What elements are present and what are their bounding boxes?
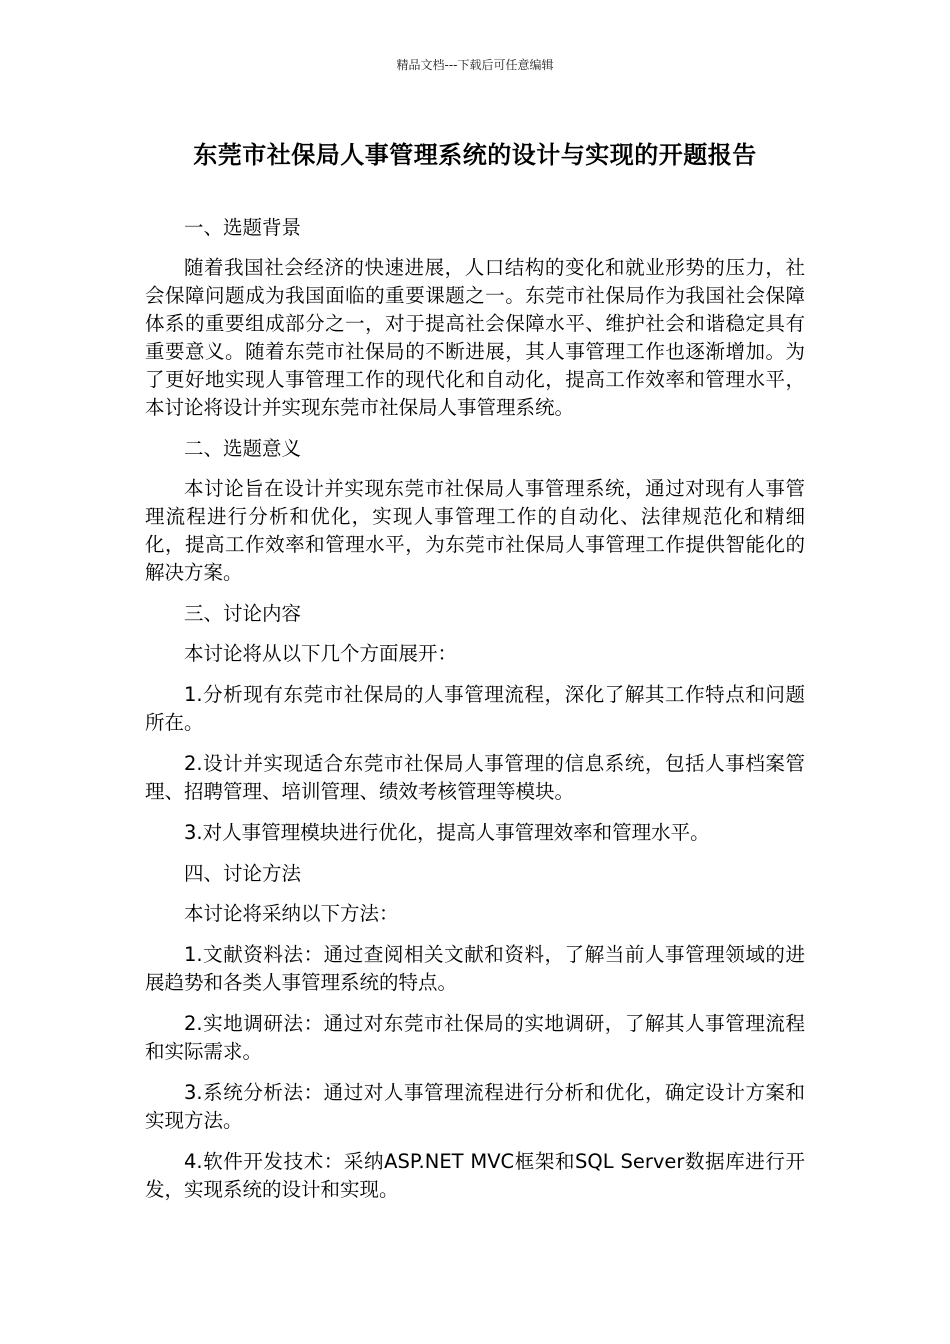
list-item-content-2: 2.设计并实现适合东莞市社保局人事管理的信息系统，包括人事档案管理、招聘管理、培训管理、绩效考核管理等模块。 <box>145 752 805 803</box>
list-item-method-1: 1.文献资料法：通过查阅相关文献和资料，了解当前人事管理领域的进展趋势和各类人事管理系统的特点。 <box>145 943 805 994</box>
section-heading-significance: 二、选题意义 <box>184 437 302 460</box>
list-item-content-1: 1.分析现有东莞市社保局的人事管理流程，深化了解其工作特点和问题所在。 <box>145 683 805 734</box>
header-note: 精品文档---下载后可任意编辑 <box>396 58 554 72</box>
list-item-method-2: 2.实地调研法：通过对东莞市社保局的实地调研，了解其人事管理流程和实际需求。 <box>145 1012 805 1063</box>
list-item-method-4: 4.软件开发技术：采纳ASP.NET MVC框架和SQL Server数据库进行开发，实现系统的设计和实现。 <box>145 1150 805 1201</box>
list-item-content-3: 3.对人事管理模块进行优化，提高人事管理效率和管理水平。 <box>184 821 710 844</box>
section-heading-methods: 四、讨论方法 <box>184 862 302 885</box>
paragraph-content-intro: 本讨论将从以下几个方面展开： <box>184 642 458 665</box>
document-title: 东莞市社保局人事管理系统的设计与实现的开题报告 <box>193 141 757 169</box>
list-item-method-3: 3.系统分析法：通过对人事管理流程进行分析和优化，确定设计方案和实现方法。 <box>145 1081 805 1132</box>
paragraph-significance: 本讨论旨在设计并实现东莞市社保局人事管理系统，通过对现有人事管理流程进行分析和优化，实现人事管理工作的自动化、法律规范化和精细化，提高工作效率和管理水平，为东莞市社保局人事管理工作提供智能化的解决方案。 <box>145 477 805 584</box>
section-heading-content: 三、讨论内容 <box>184 602 302 625</box>
document-body <box>145 214 805 1217</box>
paragraph-background: 随着我国社会经济的快速进展，人口结构的变化和就业形势的压力，社会保障问题成为我国面临的重要课题之一。东莞市社保局作为我国社会保障体系的重要组成部分之一，对于提高社会保障水平、维护社会和谐稳定具有重要意义。随着东莞市社保局的不断进展，其人事管理工作也逐渐增加。为了更好地实现人事管理工作的现代化和自动化，提高工作效率和管理水平，本讨论将设计并实现东莞市社保局人事管理系统。 <box>145 256 805 419</box>
paragraph-methods-intro: 本讨论将采纳以下方法： <box>184 902 399 925</box>
section-heading-background: 一、选题背景 <box>184 216 302 239</box>
